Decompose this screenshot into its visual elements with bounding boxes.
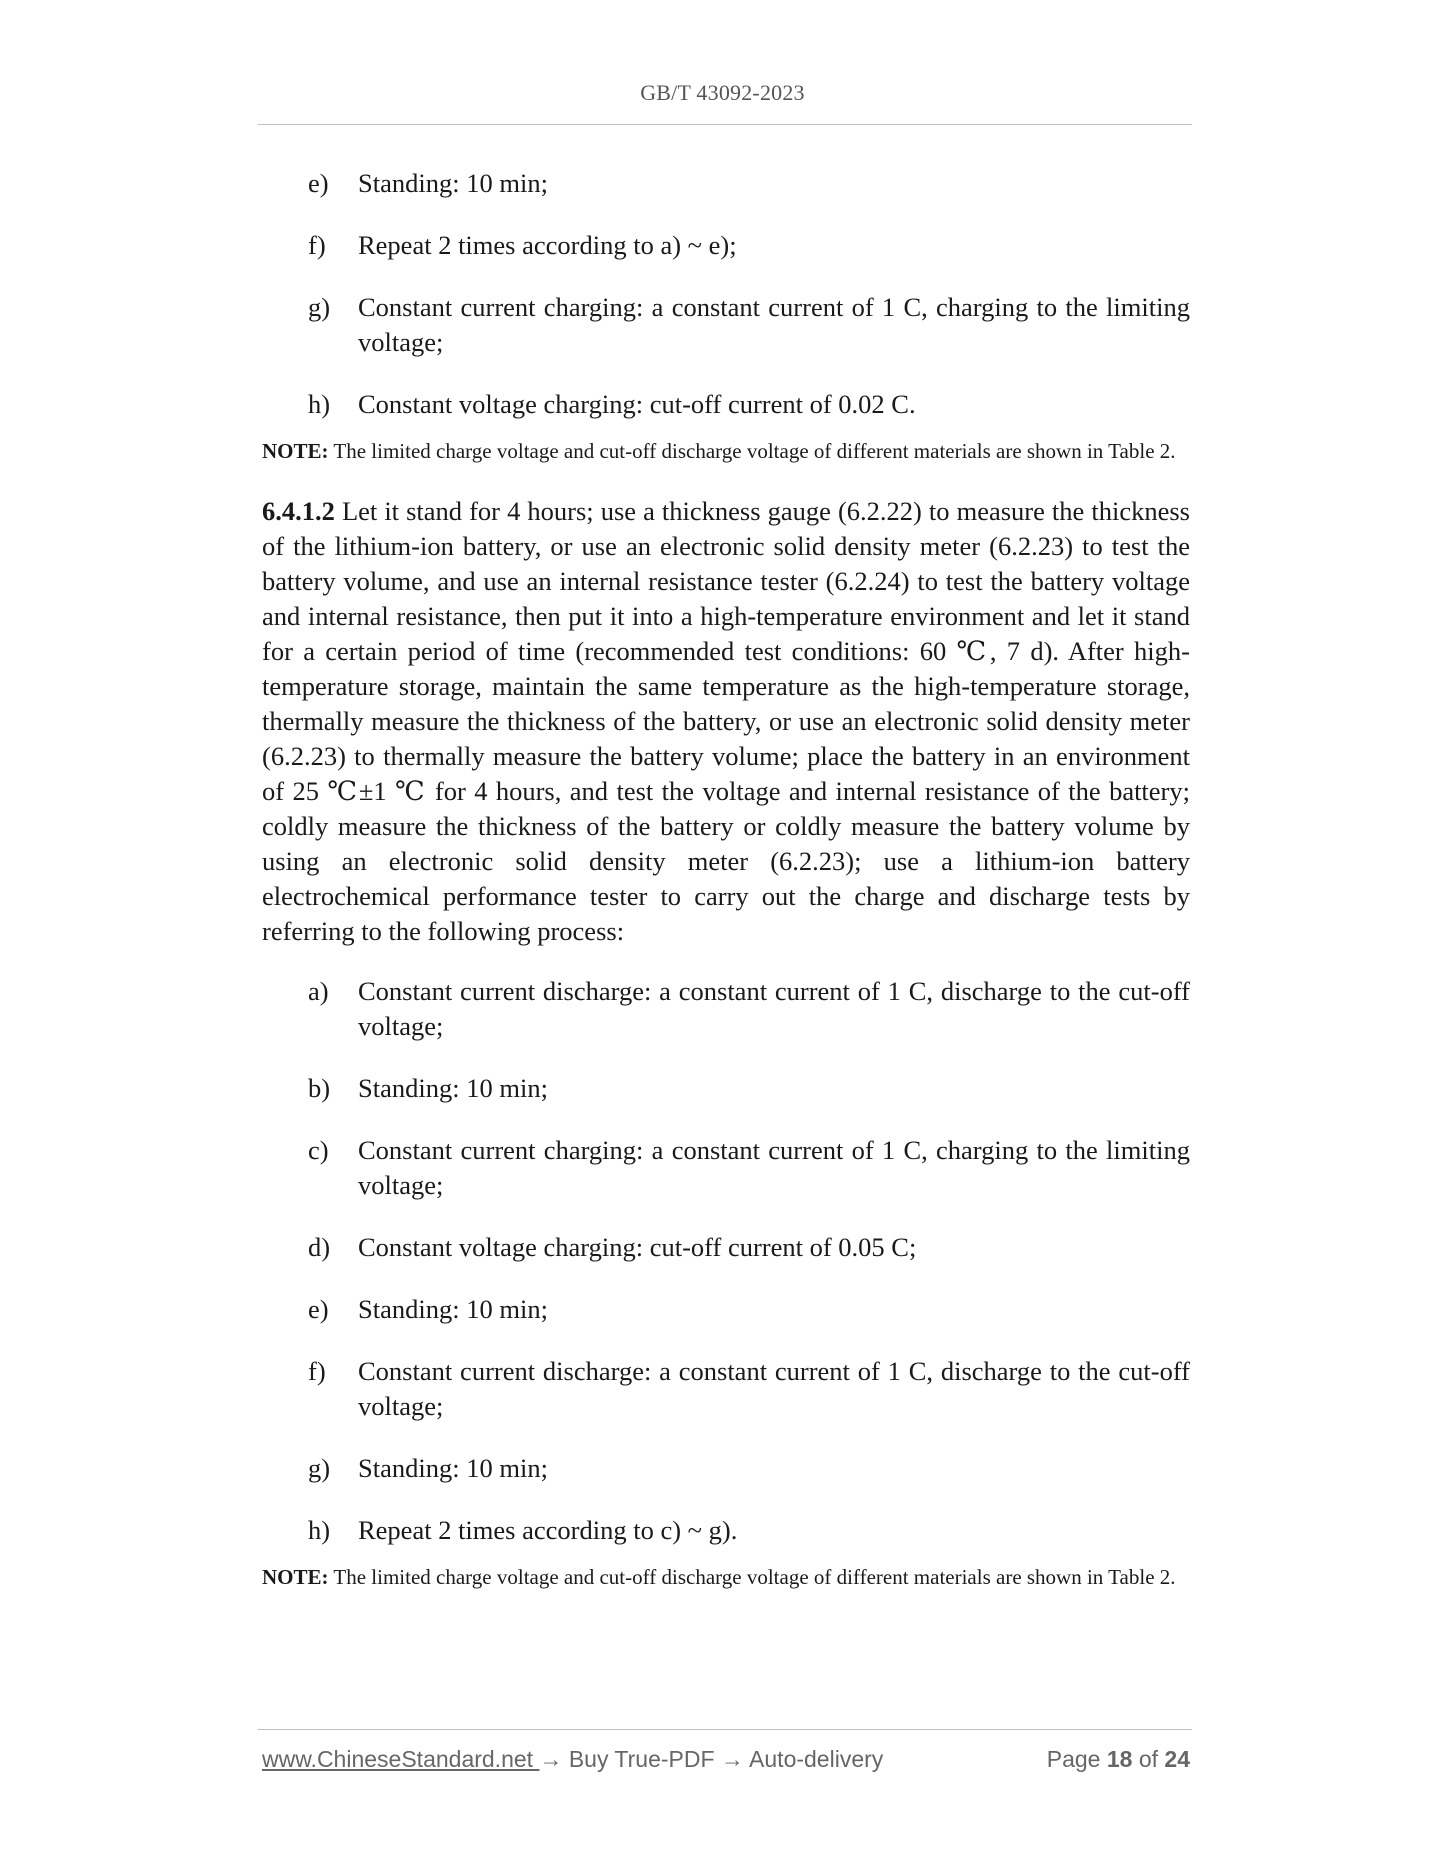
clause-number: 6.4.1.2 — [262, 496, 335, 526]
note-paragraph — [262, 434, 1190, 469]
list-item-text: Constant current charging: a constant current of 1 C, charging to the limiting voltage; — [358, 1135, 1190, 1200]
list-item-text: Standing: 10 min; — [358, 168, 548, 198]
list-marker: h) — [308, 1515, 331, 1545]
list-item — [262, 166, 1190, 201]
list-marker: d) — [308, 1232, 331, 1262]
list-marker: g) — [308, 1453, 331, 1483]
list-item-text: Constant current charging: a constant current of 1 C, charging to the limiting voltage; — [358, 292, 1190, 357]
list-marker: c) — [308, 1135, 329, 1165]
list-item-text: Constant current discharge: a constant current of 1 C, discharge to the cut-off voltage; — [358, 1356, 1190, 1421]
list-item — [262, 1451, 1190, 1486]
list-item — [262, 1513, 1190, 1548]
list-marker: a) — [308, 976, 329, 1006]
note-paragraph — [262, 1560, 1190, 1595]
list-marker: e) — [308, 168, 329, 198]
list-item — [262, 387, 1190, 422]
page-label: Page — [1046, 1746, 1107, 1772]
list-marker: e) — [308, 1294, 329, 1324]
auto-delivery-text: Auto-delivery — [743, 1746, 884, 1772]
standard-number-header: GB/T 43092-2023 — [640, 80, 805, 105]
step-list-1 — [262, 166, 1190, 422]
page-content — [262, 166, 1190, 1595]
list-item — [262, 1133, 1190, 1203]
list-marker: f) — [308, 1356, 326, 1386]
note-text: The limited charge voltage and cut-off discharge voltage of different materials are shown in Table 2. — [328, 1565, 1176, 1589]
current-page: 18 — [1106, 1746, 1133, 1772]
list-item — [262, 1230, 1190, 1265]
step-list-2 — [262, 974, 1190, 1548]
arrow-right-icon: → — [720, 1746, 744, 1772]
list-item-text: Standing: 10 min; — [358, 1073, 548, 1103]
list-marker: g) — [308, 292, 331, 322]
note-label: NOTE: — [262, 1565, 329, 1589]
page-number — [1047, 1746, 1190, 1773]
of-label: of — [1132, 1746, 1165, 1772]
list-marker: f) — [308, 230, 326, 260]
list-item-text: Repeat 2 times according to a) ~ e); — [358, 230, 737, 260]
list-item — [262, 228, 1190, 263]
list-item — [262, 974, 1190, 1044]
website-link[interactable]: www.ChineseStandard.net — [262, 1746, 540, 1772]
list-item-text: Constant current discharge: a constant current of 1 C, discharge to the cut-off voltage; — [358, 976, 1190, 1041]
page-footer — [262, 1746, 1190, 1778]
list-item-text: Repeat 2 times according to c) ~ g). — [358, 1515, 738, 1545]
list-item — [262, 290, 1190, 360]
list-marker: h) — [308, 389, 331, 419]
list-item-text: Standing: 10 min; — [358, 1453, 548, 1483]
list-item — [262, 1292, 1190, 1327]
header-divider — [258, 124, 1192, 125]
list-item-text: Constant voltage charging: cut-off current of 0.05 C; — [358, 1232, 917, 1262]
footer-divider — [258, 1729, 1192, 1730]
clause-text: Let it stand for 4 hours; use a thickness gauge (6.2.22) to measure the thickness of the lithium-ion battery, or use an electronic solid density meter (6.2.23) to test the battery volume, and use an internal resistance tester (6.2.24) to test the battery voltage and internal resistance, then put it into a high-temperature environment and let it stand for a certain period of time (recommended test conditions: 60 ℃, 7 d). After high-temperature storage, maintain the same temperature as the high-temperature storage, thermally measure the thickness of the battery, or use an electronic solid density meter (6.2.23) to thermally measure the battery volume; place the battery in an environment of 25 ℃±1 ℃ for 4 hours, and test the voltage and internal resistance of the battery; coldly measure the thickness of the battery or coldly measure the battery volume by using an electronic solid density meter (6.2.23); use a lithium-ion battery electrochemical performance tester to carry out the charge and discharge tests by referring to the following process: — [262, 496, 1190, 946]
list-marker: b) — [308, 1073, 331, 1103]
note-text: The limited charge voltage and cut-off discharge voltage of different materials are shown in Table 2. — [328, 439, 1176, 463]
footer-promo — [262, 1746, 883, 1773]
note-label: NOTE: — [262, 439, 329, 463]
list-item-text: Standing: 10 min; — [358, 1294, 548, 1324]
arrow-right-icon: → — [539, 1746, 563, 1772]
list-item — [262, 1071, 1190, 1106]
clause-paragraph — [262, 494, 1190, 949]
list-item — [262, 1354, 1190, 1424]
total-pages: 24 — [1164, 1746, 1190, 1772]
list-item-text: Constant voltage charging: cut-off current of 0.02 C. — [358, 389, 916, 419]
buy-pdf-text: Buy True-PDF — [562, 1746, 721, 1772]
